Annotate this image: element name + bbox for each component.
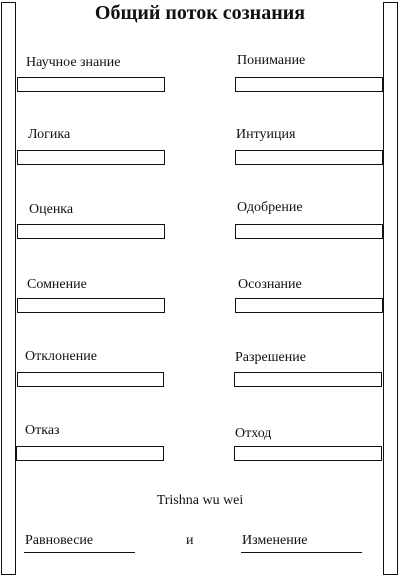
left-label-5: Отклонение — [25, 349, 97, 364]
left-box-4 — [17, 298, 165, 313]
left-label-2: Логика — [28, 127, 71, 142]
bottom-left-underline — [24, 552, 135, 553]
right-box-6 — [234, 446, 382, 461]
bottom-right-word: Изменение — [242, 533, 308, 548]
bottom-conjunction: и — [186, 533, 194, 548]
diagram-title: Общий поток сознания — [94, 2, 306, 24]
left-label-1: Научное знание — [26, 55, 121, 70]
left-label-4: Сомнение — [27, 277, 87, 292]
center-phrase: Trishna wu wei — [156, 493, 244, 508]
right-label-3: Одобрение — [237, 200, 303, 215]
right-label-6: Отход — [235, 426, 272, 441]
left-label-6: Отказ — [25, 423, 60, 438]
right-box-4 — [235, 298, 383, 313]
right-label-1: Понимание — [237, 53, 306, 68]
bottom-right-underline — [241, 552, 362, 553]
right-label-2: Интуиция — [236, 127, 296, 142]
left-box-3 — [17, 224, 165, 239]
right-pillar — [383, 2, 398, 575]
left-label-3: Оценка — [29, 202, 74, 217]
right-box-2 — [235, 150, 383, 165]
right-label-4: Осознание — [238, 277, 302, 292]
right-box-1 — [235, 77, 383, 92]
left-box-5 — [17, 372, 164, 387]
bottom-left-word: Равновесие — [25, 533, 94, 548]
left-pillar — [1, 2, 16, 575]
right-box-5 — [234, 372, 382, 387]
right-label-5: Разрешение — [235, 350, 306, 365]
left-box-1 — [17, 77, 165, 92]
left-box-6 — [16, 446, 164, 461]
left-box-2 — [17, 150, 165, 165]
right-box-3 — [235, 224, 383, 239]
